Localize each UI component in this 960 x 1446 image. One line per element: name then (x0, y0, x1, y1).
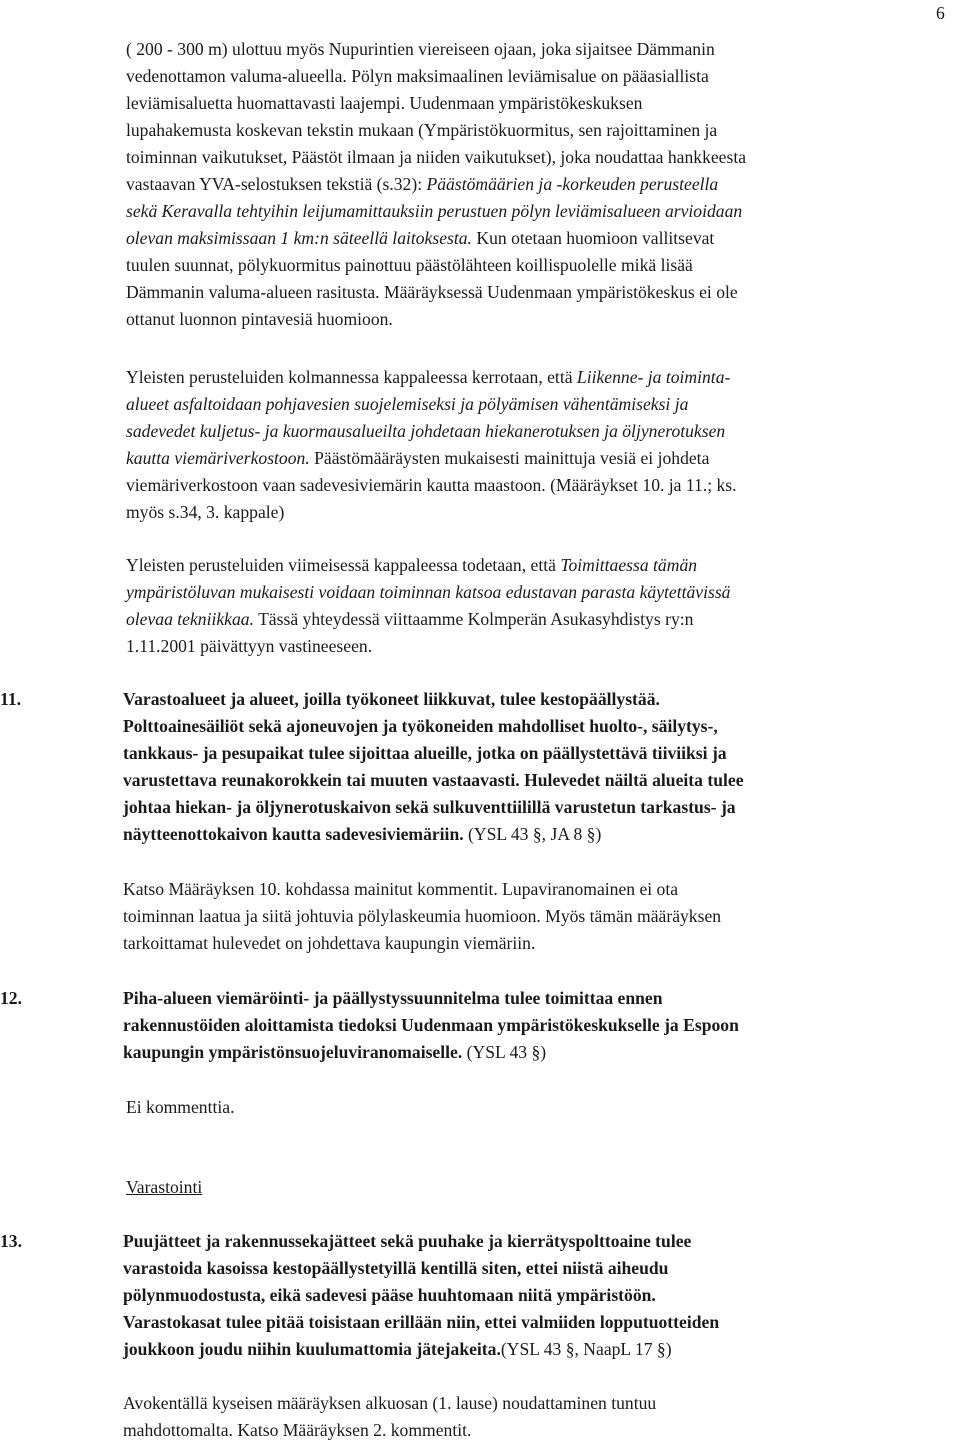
text-line: 1.11.2001 päivättyyn vastineeseen. (126, 636, 373, 656)
text-line: tarkoittamat hulevedet on johdettava kaupungin viemäriin. (123, 933, 536, 953)
text-line: toiminnan vaikutukset, Päästöt ilmaan ja niiden vaikutukset), joka noudattaa hankkeesta (126, 147, 747, 167)
quoted-text: Toimittaessa tämän (560, 555, 698, 575)
comment-item-12: Ei kommenttia. (126, 1097, 235, 1117)
section-heading: Varastointi (126, 1177, 203, 1197)
text-line: rakennustöiden aloittamista tiedoksi Uudenmaan ympäristökeskukselle ja Espoon (123, 1015, 739, 1035)
text-line (123, 821, 958, 848)
item-text (123, 985, 958, 1066)
text-span: vastaavan YVA-selostuksen tekstiä (s.32): (126, 174, 427, 194)
legal-reference: (YSL 43 §, NaapL 17 §) (500, 1339, 672, 1359)
legal-reference: (YSL 43 §) (462, 1042, 547, 1062)
text-span: Yleisten perusteluiden kolmannessa kappaleessa kerrotaan, että (126, 367, 577, 387)
comment-item-11 (123, 876, 943, 957)
text-span: Päästömääräysten mukaisesti mainittuja vesiä ei johdeta (309, 448, 710, 468)
text-line (126, 445, 956, 472)
quoted-text: Päästömäärien ja -korkeuden perusteella (426, 174, 719, 194)
item-number: 11. (0, 689, 22, 709)
text-span: Yleisten perusteluiden viimeisessä kappaleessa todetaan, että (126, 555, 561, 575)
text-span: Tässä yhteydessä viittaamme Kolmperän Asukasyhdistys ry:n (253, 609, 694, 629)
text-line: varastoida kasoissa kestopäällystetyillä kentillä siten, ettei niistä aiheudu (123, 1258, 669, 1278)
text-line: varustettava reunakorokkein tai muuten vastaavasti. Hulevedet näiltä alueita tulee (123, 770, 744, 790)
text-line: Piha-alueen viemäröinti- ja päällystyssuunnitelma tulee toimittaa ennen (123, 988, 663, 1008)
item-text (123, 1228, 958, 1363)
text-line: Avokentällä kyseisen määräyksen alkuosan (1. lause) noudattaminen tuntuu (123, 1393, 657, 1413)
text-line: Dämmanin valuma-alueen rasitusta. Määräyksessä Uudenmaan ympäristökeskus ei ole (126, 282, 738, 302)
text-span: näytteenottokaivon kautta sadevesiviemäriin. (123, 824, 464, 844)
quoted-line: alueet asfaltoidaan pohjavesien suojelemiseksi ja pölyämisen vähentämiseksi ja (126, 394, 689, 414)
quoted-line: sadevedet kuljetus- ja kuormausalueilta johdetaan hiekanerotuksen ja öljynerotuksen (126, 421, 726, 441)
legal-reference: (YSL 43 §, JA 8 §) (463, 824, 602, 844)
text-span: joukkoon joudu niihin kuulumattomia jätejakeita. (123, 1339, 501, 1359)
text-span: kaupungin ympäristönsuojeluviranomaiselle. (123, 1042, 463, 1062)
text-line: tuulen suunnat, pölykuormitus painottuu päästölähteen koillispuolelle mikä lisää (126, 255, 693, 275)
text-line (126, 225, 956, 252)
text-line: tankkaus- ja pesupaikat tulee sijoittaa alueille, jotka on päällystettävä tiiviiksi ja (123, 743, 727, 763)
item-number: 13. (0, 1231, 22, 1251)
item-number: 12. (0, 988, 22, 1008)
text-line: pölynmuodostusta, eikä sadevesi pääse huuhtomaan niitä ympäristöön. (123, 1285, 656, 1305)
paragraph-dust-spread (126, 36, 956, 333)
text-line: ottanut luonnon pintavesiä huomioon. (126, 309, 393, 329)
paragraph-best-technique (126, 552, 956, 660)
text-line: Varastoalueet ja alueet, joilla työkoneet liikkuvat, tulee kestopäällystää. (123, 689, 660, 709)
text-line: leviämisaluetta huomattavasti laajempi. Uudenmaan ympäristökeskuksen (126, 93, 643, 113)
text-line: Katso Määräyksen 10. kohdassa mainitut kommentit. Lupaviranomainen ei ota (123, 879, 679, 899)
text-line: mahdottomalta. Katso Määräyksen 2. kommentit. (123, 1420, 472, 1440)
text-line: johtaa hiekan- ja öljynerotuskaivon sekä sulkuventtiilillä varustetun tarkastus- ja (123, 797, 736, 817)
quoted-text: kautta viemäriverkostoon. (126, 448, 310, 468)
text-line (123, 1039, 958, 1066)
quoted-line: sekä Keravalla tehtyihin leijumamittauksiin perustuen pölyn leviämisalueen arvioidaan (126, 201, 743, 221)
text-line: Varastokasat tulee pitää toisistaan erillään niin, ettei valmiiden lopputuotteiden (123, 1312, 720, 1332)
paragraph-traffic-areas (126, 364, 956, 526)
text-line (126, 606, 956, 633)
text-line: Polttoainesäiliöt sekä ajoneuvojen ja työkoneiden mahdolliset huolto-, säilytys-, (123, 716, 718, 736)
quoted-line: ympäristöluvan mukaisesti voidaan toiminnan katsoa edustavan parasta käytettävissä (126, 582, 731, 602)
text-line (123, 1336, 958, 1363)
text-line: toiminnan laatua ja siitä johtuvia pölylaskeumia huomioon. Myös tämän määräyksen (123, 906, 722, 926)
text-line: viemäriverkostoon vaan sadevesiviemärin kautta maastoon. (Määräykset 10. ja 11.; ks. (126, 475, 737, 495)
text-span: Kun otetaan huomioon vallitsevat (471, 228, 715, 248)
quoted-text: Liikenne- ja toiminta- (576, 367, 731, 387)
text-line: Puujätteet ja rakennussekajätteet sekä puuhake ja kierrätyspolttoaine tulee (123, 1231, 692, 1251)
text-line: lupahakemusta koskevan tekstin mukaan (Ympäristökuormitus, sen rajoittaminen ja (126, 120, 718, 140)
text-line (126, 364, 956, 391)
page-number: 6 (936, 3, 945, 23)
text-line: myös s.34, 3. kappale) (126, 502, 285, 522)
comment-item-13 (123, 1390, 943, 1444)
text-line (126, 171, 956, 198)
text-line (126, 552, 956, 579)
text-line: ( 200 - 300 m) ulottuu myös Nupurintien viereiseen ojaan, joka sijaitsee Dämmanin (126, 39, 715, 59)
item-text (123, 686, 958, 848)
text-line: vedenottamon valuma-alueella. Pölyn maksimaalinen leviämisalue on pääasiallista (126, 66, 709, 86)
quoted-text: olevaa tekniikkaa. (126, 609, 254, 629)
quoted-text: olevan maksimissaan 1 km:n säteellä laitoksesta. (126, 228, 472, 248)
